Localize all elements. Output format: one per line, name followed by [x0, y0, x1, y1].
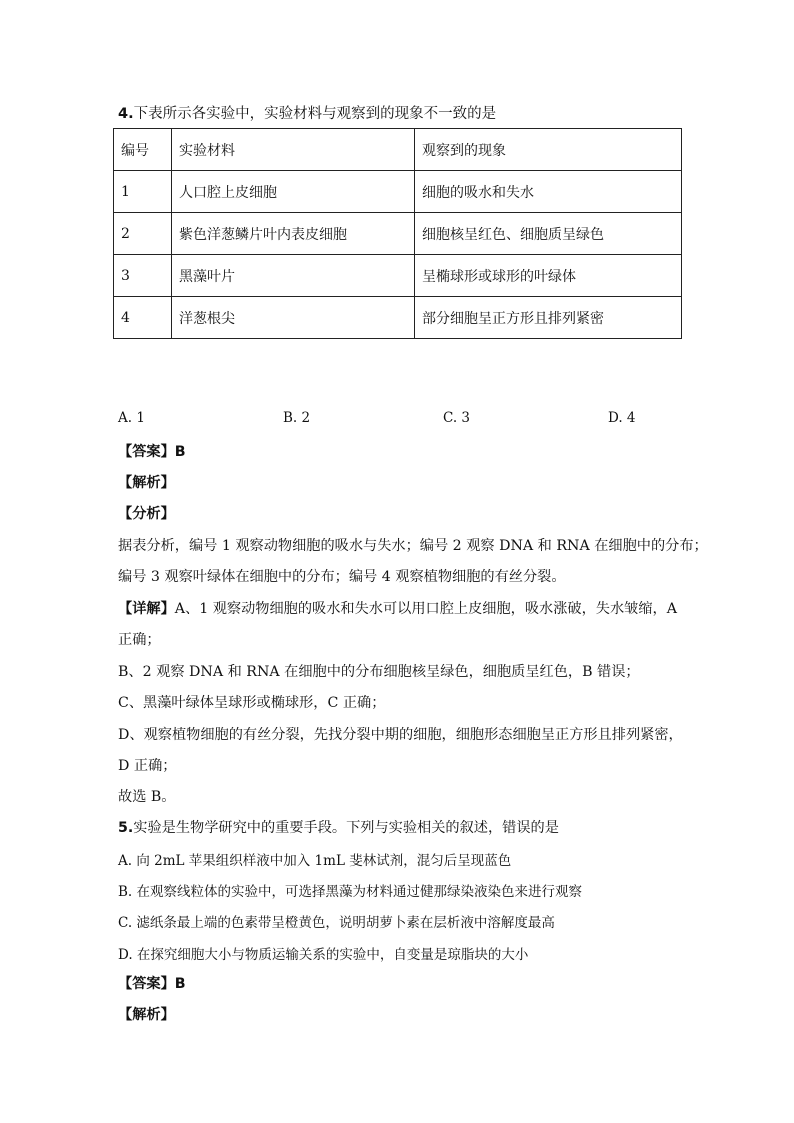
q5-option-c: C. 滤纸条最上端的色素带呈橙黄色，说明胡萝卜素在层析液中溶解度最高 [118, 915, 555, 931]
table-cell: 细胞核呈红色、细胞质呈绿色 [415, 213, 682, 255]
table-cell: 细胞的吸水和失水 [415, 171, 682, 213]
table-header-row [114, 129, 682, 171]
table-cell: 人口腔上皮细胞 [172, 171, 415, 213]
table-cell: 2 [114, 213, 172, 255]
table-cell: 呈椭球形或球形的叶绿体 [415, 255, 682, 297]
table-row [114, 213, 682, 255]
table-cell: 紫色洋葱鳞片叶内表皮细胞 [172, 213, 415, 255]
table-cell: 1 [114, 171, 172, 213]
fenxi-line: 编号 3 观察叶绿体在细胞中的分布；编号 4 观察植物细胞的有丝分裂。 [118, 569, 566, 585]
option-c: C. 3 [443, 410, 471, 426]
detail-line [118, 598, 677, 618]
detail-line: C、黑藻叶绿体呈球形或椭球形，C 正确； [118, 695, 386, 711]
question-4-text: 下表所示各实验中，实验材料与观察到的现象不一致的是 [133, 106, 497, 122]
answer-tag: 【答案】 [118, 976, 175, 992]
table-row [114, 255, 682, 297]
question-5-text: 实验是生物学研究中的重要手段。下列与实验相关的叙述，错误的是 [133, 820, 559, 836]
table-header-cell: 实验材料 [172, 129, 415, 171]
table-header-cell: 观察到的现象 [415, 129, 682, 171]
table-cell: 4 [114, 297, 172, 339]
answer-line [118, 441, 186, 461]
answer-value: B [174, 444, 186, 460]
detail-line: D、观察植物细胞的有丝分裂，先找分裂中期的细胞，细胞形态细胞呈正方形且排列紧密， [118, 727, 683, 743]
question-4-number: 4. [118, 106, 134, 122]
table-cell: 部分细胞呈正方形且排列紧密 [415, 297, 682, 339]
fenxi-tag: 【分析】 [118, 506, 175, 522]
table-cell: 洋葱根尖 [172, 297, 415, 339]
option-d: D. 4 [608, 410, 636, 426]
detail-line: D 正确； [118, 758, 177, 774]
question-5-title [118, 817, 559, 837]
detail-line: B、2 观察 DNA 和 RNA 在细胞中的分布细胞核呈绿色，细胞质呈红色，B 错误； [118, 664, 640, 680]
analysis-tag: 【解析】 [118, 475, 175, 491]
question-4-title [118, 102, 496, 123]
table-header-cell: 编号 [114, 129, 172, 171]
option-b: B. 2 [283, 410, 311, 426]
table-cell: 3 [114, 255, 172, 297]
detail-line: 正确； [118, 632, 161, 648]
fenxi-line: 据表分析，编号 1 观察动物细胞的吸水与失水；编号 2 观察 DNA 和 RNA 在细胞中的分布； [118, 538, 708, 554]
table-cell: 黑藻叶片 [172, 255, 415, 297]
experiment-table [113, 128, 682, 339]
answer-value: B [174, 976, 186, 992]
question-5-number: 5. [118, 820, 134, 836]
q5-answer-line [118, 973, 186, 993]
detail-tag: 【详解】 [118, 601, 175, 617]
conclusion-line: 故选 B。 [118, 789, 176, 805]
q5-option-d: D. 在探究细胞大小与物质运输关系的实验中，自变量是琼脂块的大小 [118, 947, 529, 963]
answer-tag: 【答案】 [118, 444, 175, 460]
q5-option-b: B. 在观察线粒体的实验中，可选择黑藻为材料通过健那绿染液染色来进行观察 [118, 884, 583, 900]
q5-analysis-tag: 【解析】 [118, 1007, 175, 1023]
detail-text: A、1 观察动物细胞的吸水和失水可以用口腔上皮细胞，吸水涨破，失水皱缩，A [174, 601, 677, 617]
table-row [114, 171, 682, 213]
table-row [114, 297, 682, 339]
option-a: A. 1 [118, 410, 145, 426]
q5-option-a: A. 向 2mL 苹果组织样液中加入 1mL 斐林试剂，混匀后呈现蓝色 [118, 853, 512, 869]
